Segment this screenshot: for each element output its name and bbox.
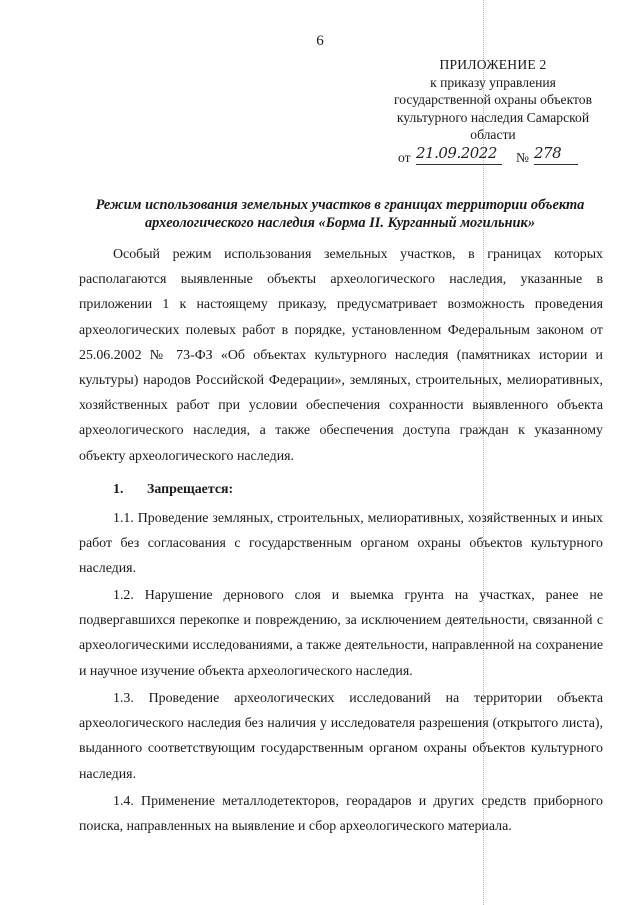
document-title xyxy=(72,196,608,232)
appendix-line-3: культурного наследия Самарской xyxy=(396,109,590,125)
appendix-heading: ПРИЛОЖЕНИЕ 2 xyxy=(439,57,547,72)
appendix-line-1: к приказу управления xyxy=(430,74,556,90)
intro-paragraph: Особый режим использования земельных участков, в границах которых располагаются выявленные объекты археологического наследия, указанные в приложении 1 к настоящему приказу, предусматривает возможность проведения археологических полевых работ в порядке, установленном Федеральным законом от 25.06.2002 № 73-ФЗ «Об объектах культурного наследия (памятниках истории и культуры) народов Российской Федерации», земляных, строительных, мелиоративных, хозяйственных работ при условии обеспечения сохранности выявленного объекта археологического наследия, а также обеспечения доступа граждан к указанному объекту археологического наследия. xyxy=(79,247,603,464)
document-title-line-2: археологического наследия «Борма II. Курганный могильник» xyxy=(144,215,536,231)
order-date-underline xyxy=(416,164,502,165)
item-1-1-block xyxy=(79,506,603,582)
order-date-handwritten: 21.09.2022 xyxy=(416,143,497,162)
order-number-underline xyxy=(534,164,578,165)
section-1-heading xyxy=(79,482,233,498)
item-1-2: 1.2. Нарушение дернового слоя и выемка грунта на участках, ранее не подвергавшихся перекопке и повреждению, за исключением деятельности, связанной с археологическими исследованиями, а также деятельности, направленной на сохранение и научное изучение объекта археологического наследия. xyxy=(79,588,603,679)
document-title-line-1: Режим использования земельных участков в границах территории объекта xyxy=(95,197,585,213)
item-1-2-block xyxy=(79,583,603,684)
appendix-line-2: государственной охраны объектов xyxy=(393,92,592,107)
item-1-4-block xyxy=(79,789,603,839)
item-1-3: 1.3. Проведение археологических исследований на территории объекта археологического наследия без наличия у исследователя разрешения (открытого листа), выданного соответствующим государственным органом охраны объектов культурного наследия. xyxy=(79,691,603,782)
order-reference xyxy=(380,145,606,167)
order-number-prefix: № xyxy=(516,149,529,165)
appendix-line-4: области xyxy=(470,127,516,142)
order-prefix: от xyxy=(398,149,411,165)
section-1-number: 1. xyxy=(113,482,124,497)
item-1-4: 1.4. Применение металлодетекторов, георадаров и других средств приборного поиска, направленных на выявление и сбор археологического материала. xyxy=(79,794,603,835)
item-1-1: 1.1. Проведение земляных, строительных, мелиоративных, хозяйственных и иных работ без согласования с государственным органом охраны объектов культурного наследия. xyxy=(79,511,603,577)
item-1-3-block xyxy=(79,686,603,787)
appendix-block xyxy=(380,56,606,167)
intro-paragraph-block xyxy=(79,242,603,469)
order-number-handwritten: 278 xyxy=(534,143,562,162)
page-number: 6 xyxy=(316,33,324,49)
section-1-title: Запрещается: xyxy=(147,482,234,497)
